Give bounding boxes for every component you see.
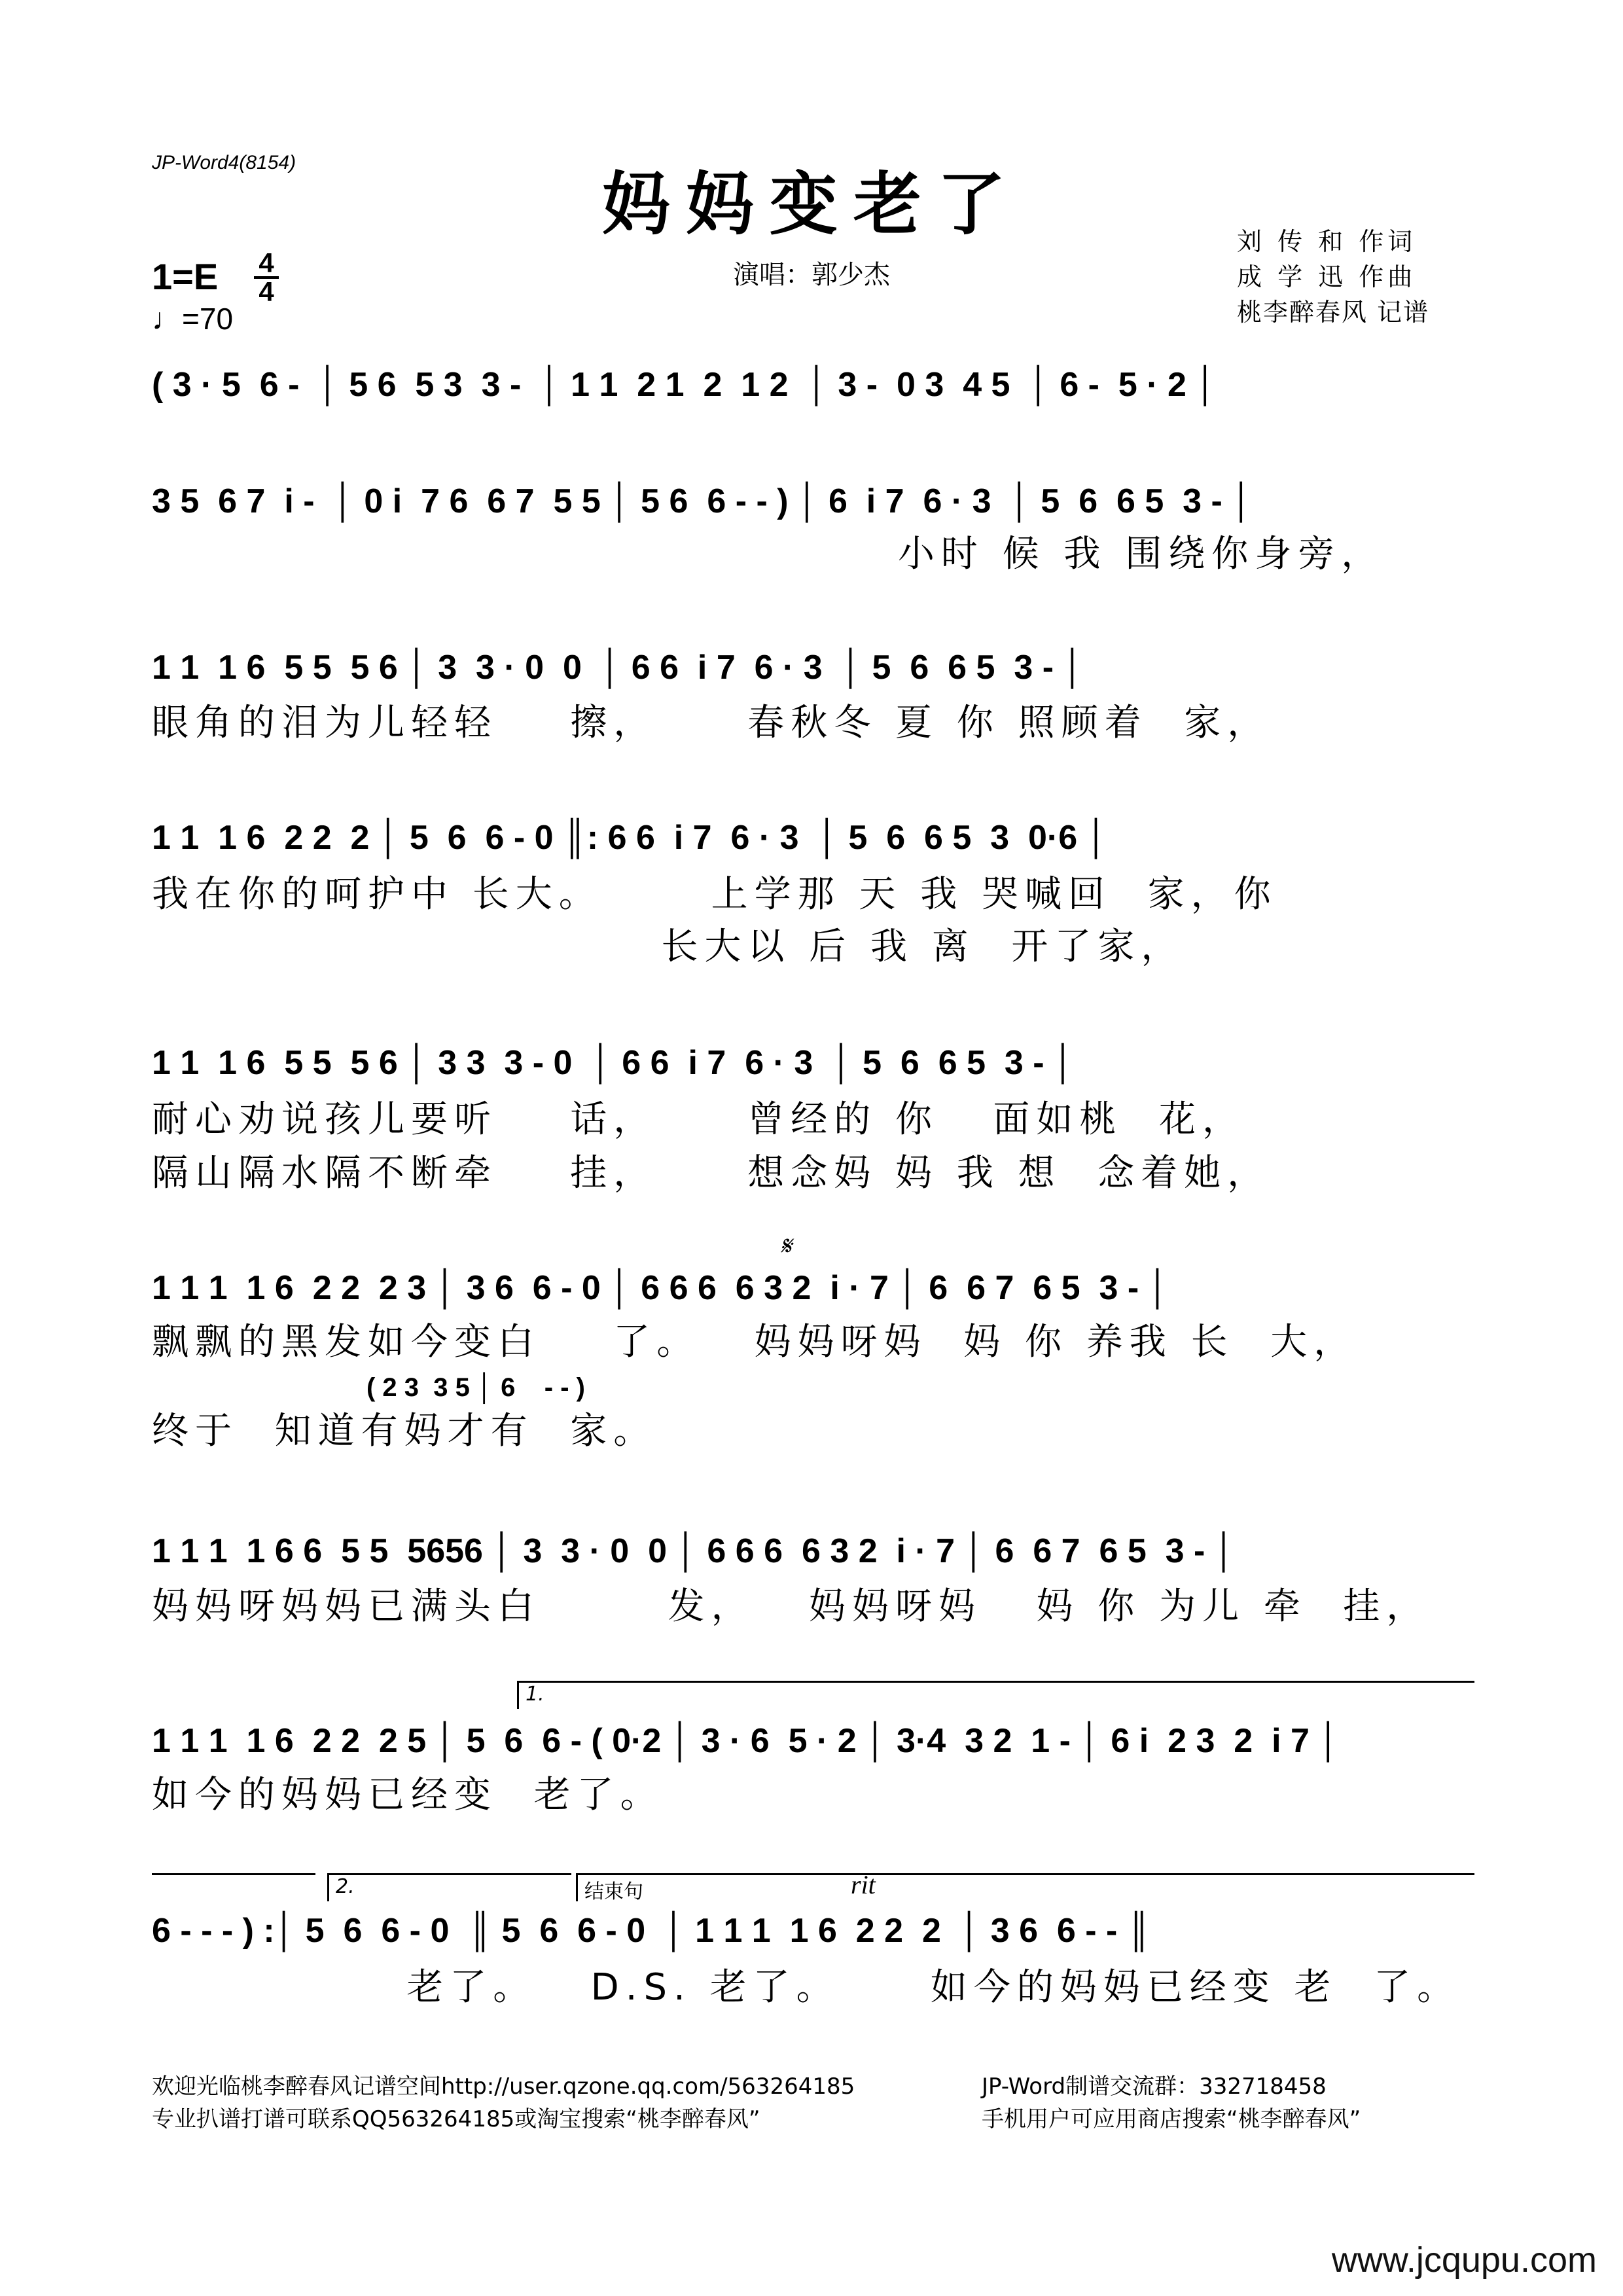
score-row-6-notes: 1 1 1 1 6 2 2 2 3 │ 3 6 6 - 0 │ 6 6 6 6 3 2 i · 7 │ 6 6 7 6 5 3 - │ — [152, 1269, 1170, 1307]
transcriber-credit: 桃李醉春风 记谱 — [1237, 298, 1430, 327]
score-row-7-notes: 1 1 1 1 6 6 5 5 5656 │ 3 3 · 0 0 │ 6 6 6 6 3 2 i · 7 │ 6 6 7 6 5 3 - │ — [152, 1532, 1236, 1570]
score-row-6-lyric-2: 终于 知道有妈才有 家。 — [152, 1410, 657, 1452]
score-row-7-lyric: 妈妈呀妈妈已满头白 发， 妈妈呀妈 妈 你 为儿 牵 挂， — [152, 1585, 1430, 1628]
tempo-value: =70 — [182, 302, 234, 336]
key-signature: 1=E — [152, 256, 219, 297]
score-row-2-notes: 3 5 6 7 i - │ 0 i 7 6 6 7 5 5 │ 5 6 6 - - ) │ 6 i 7 6 · 3 │ 5 6 6 5 3 - │ — [152, 482, 1253, 520]
score-row-8-notes: 1 1 1 1 6 2 2 2 5 │ 5 6 6 - ( 0·2 │ 3 · 6 5 · 2 │ 3·4 3 2 1 - │ 6 i 2 3 2 i 7 │ — [152, 1722, 1340, 1760]
footer-line1-right: JP-Word制谱交流群：332718458 — [982, 2073, 1327, 2100]
song-title: 妈妈变老了 — [601, 164, 1021, 244]
quarter-note-icon: ♩ — [152, 302, 182, 336]
time-bottom: 4 — [259, 276, 274, 307]
score-row-6-subnotes: ( 2 3 3 5 │ 6 - - ) — [366, 1373, 585, 1402]
score-row-5-notes: 1 1 1 6 5 5 5 6 │ 3 3 3 - 0 │ 6 6 i 7 6 · 3 │ 5 6 6 5 3 - │ — [152, 1044, 1075, 1082]
score-row-3-lyric: 眼角的泪为儿轻轻 擦， 春秋冬 夏 你 照顾着 家， — [152, 702, 1271, 744]
tempo-marking — [152, 301, 233, 336]
score-row-5-lyric-2: 隔山隔水隔不断牵 挂， 想念妈 妈 我 想 念着她， — [152, 1152, 1271, 1194]
footer-line2-left: 专业扒谱打谱可联系QQ563264185或淘宝搜索“桃李醉春风” — [152, 2106, 760, 2132]
footer-line2-right: 手机用户可应用商店搜索“桃李醉春风” — [982, 2106, 1361, 2132]
generator-label: JP-Word4(8154) — [152, 152, 296, 173]
score-row-4-lyric-1: 我在你的呵护中 长大。 上学那 天 我 哭喊回 家，你 — [152, 873, 1277, 916]
segno-icon: 𝄋 — [780, 1231, 792, 1261]
score-row-2-lyric: 小时 候 我 围绕你身旁， — [152, 533, 1385, 575]
score-row-9-notes: 6 - - - ) :│ 5 6 6 - 0 ║ 5 6 6 - 0 │ 1 1 1 1 6 2 2 2 │ 3 6 6 - - ║ — [152, 1912, 1151, 1950]
volta-1-bracket — [517, 1681, 1474, 1709]
footer-line1-left: 欢迎光临桃李醉春风记谱空间http://user.qzone.qq.com/563264185 — [152, 2073, 855, 2100]
score-row-9-lyric: 老了。 D.S. 老了。 如今的妈妈已经变 老 了。 — [152, 1966, 1461, 2009]
watermark: www.jcqupu.com — [1331, 2240, 1597, 2280]
composer-credit: 成 学 迅 作曲 — [1237, 262, 1417, 291]
score-row-5-lyric-1: 耐心劝说孩儿要听 话， 曾经的 你 面如桃 花， — [152, 1098, 1246, 1141]
singer-credit: 演唱：郭少杰 — [733, 260, 890, 290]
score-row-6-lyric-1: 飘飘的黑发如今变白 了。 妈妈呀妈 妈 你 养我 长 大， — [152, 1321, 1357, 1363]
lyricist-credit: 刘 传 和 作词 — [1237, 227, 1417, 256]
ending-bracket — [576, 1873, 1474, 1901]
volta-2-bracket — [327, 1873, 571, 1901]
time-top: 4 — [259, 247, 274, 278]
score-row-4-lyric-2: 长大以 后 我 离 开了家， — [152, 925, 1185, 968]
score-row-1-notes: ( 3 · 5 6 - │ 5 6 5 3 3 - │ 1 1 2 1 2 1 2 │ 3 - 0 3 4 5 │ 6 - 5 · 2 │ — [152, 366, 1217, 404]
score-row-3-notes: 1 1 1 6 5 5 5 6 │ 3 3 · 0 0 │ 6 6 i 7 6 · 3 │ 5 6 6 5 3 - │ — [152, 649, 1084, 687]
score-row-8-lyric: 如今的妈妈已经变 老了。 — [152, 1774, 664, 1816]
volta-2-label: 2. — [336, 1875, 355, 1898]
rit-marking: rit — [851, 1870, 876, 1899]
score-row-4-notes: 1 1 1 6 2 2 2 │ 5 6 6 - 0 ║: 6 6 i 7 6 · 3 │ 5 6 6 5 3 0·6 │ — [152, 819, 1109, 857]
continuation-line — [152, 1873, 315, 1875]
volta-1-label: 1. — [526, 1683, 544, 1706]
ending-label: 结束句 — [584, 1880, 643, 1903]
